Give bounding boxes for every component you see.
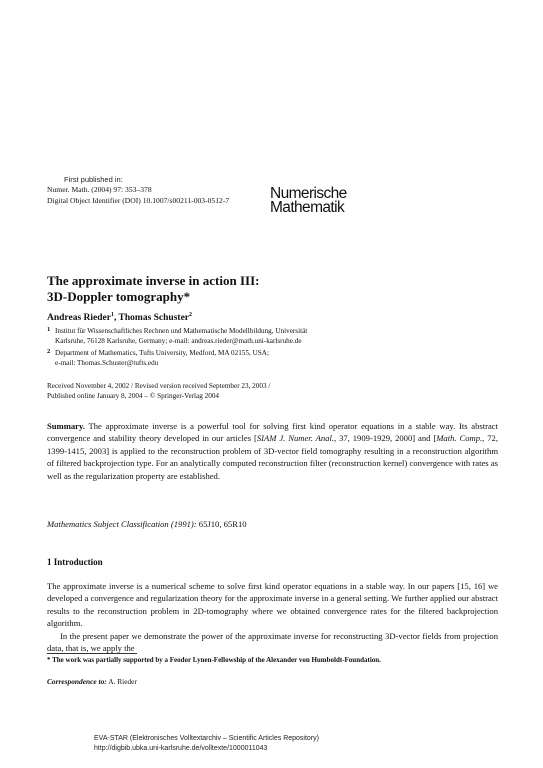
affiliation-2-line-1: Department of Mathematics, Tufts University, Medford, MA 02155, USA; — [55, 349, 269, 357]
paper-title — [47, 273, 507, 305]
footnote: * The work was partially supported by a Feodor Lynen-Fellowship of the Alexander von Humboldt-Foundation. — [47, 656, 381, 664]
received-line-2: Published online January 8, 2004 – © Springer-Verlag 2004 — [47, 392, 220, 400]
publication-info — [47, 184, 229, 206]
correspondence — [47, 677, 137, 686]
title-line-2: 3D-Doppler tomography* — [47, 289, 191, 304]
affiliation-1-number: 1 — [47, 326, 51, 333]
author-1: Andreas Rieder — [47, 313, 111, 324]
repository-notice — [94, 734, 319, 754]
correspondence-label: Correspondence to: — [47, 677, 107, 686]
author-separator: , — [113, 313, 119, 324]
author-2-affil: 2 — [189, 312, 193, 318]
journal-logo-line1: Numerische — [270, 185, 347, 202]
affiliation-1-line-2: Karlsruhe, 76128 Karlsruhe, Germany; e-mail: andreas.rieder@math.uni-karlsruhe.de — [55, 337, 302, 345]
summary-ref-2: Math. Comp. — [436, 433, 483, 444]
first-published-label: First published in: — [64, 175, 123, 184]
summary-text-2: , 37, 1909-1929, 2000] and [ — [334, 433, 437, 444]
intro-paragraph-1: The approximate inverse is a numerical scheme to solve first kind operator equations in a stable way. In our papers [15, 16] we developed a convergence and regularization theory for the approximate inverse in a general setting. We further applied our abstract results to the reconstruction problem in 2D-tomography where we obtained convergence rates for the filtered backprojection algorithm. — [47, 581, 498, 629]
received-dates — [47, 381, 507, 401]
journal-logo-line2: Mathematik — [270, 199, 345, 216]
received-line-1: Received November 4, 2002 / Revised version received September 23, 2003 / — [47, 382, 271, 390]
affiliation-1 — [47, 326, 507, 346]
msc-classification — [47, 519, 247, 529]
authors — [47, 312, 192, 323]
section-heading-introduction: 1 Introduction — [47, 557, 103, 567]
intro-paragraph-2: In the present paper we demonstrate the power of the approximate inverse for reconstructing 3D-vector fields from projection data, that is, we apply the — [47, 631, 498, 654]
affiliation-2-line-2: e-mail: Thomas.Schuster@tufts.edu — [55, 359, 159, 367]
repository-line-1: EVA-STAR (Elektronisches Volltextarchiv – Scientific Articles Repository) — [94, 735, 319, 742]
citation: Numer. Math. (2004) 97: 353–378 — [47, 185, 152, 194]
correspondence-name: A. Rieder — [106, 677, 137, 686]
doi: Digital Object Identifier (DOI) 10.1007/s00211-003-0512-7 — [47, 196, 230, 205]
affiliation-2 — [47, 348, 507, 368]
summary-label: Summary. — [47, 421, 85, 431]
summary-ref-1: SIAM J. Numer. Anal. — [256, 433, 335, 444]
msc-codes: 65J10, 65R10 — [196, 519, 247, 529]
affiliation-2-number: 2 — [47, 348, 51, 355]
summary — [47, 420, 498, 482]
author-2: Thomas Schuster — [118, 313, 190, 324]
msc-label: Mathematics Subject Classification (1991): — [47, 519, 197, 529]
title-line-1: The approximate inverse in action III: — [47, 273, 260, 288]
author-1-affil: 1 — [110, 312, 114, 318]
summary-text-3: , 72, 1399-1415, 2003] is applied to the reconstruction problem of 3D-vector field tomography resulting in a reconstruction algorithm of filtered backprojection type. For an analytically computed reconstruction filter (reconstruction kernel) convergence with rates as well as the regularization property are established. — [47, 433, 498, 481]
summary-text-1: The approximate inverse is a powerful tool for solving first kind operator equations in a stable way. Its abstract convergence and stability theory developed in our articles [ — [47, 421, 498, 444]
journal-logo — [270, 187, 347, 215]
repository-url: http://digbib.ubka.uni-karlsruhe.de/volltexte/1000011043 — [94, 745, 268, 752]
footnote-rule — [47, 653, 137, 654]
affiliation-1-line-1: Institut für Wissenschaftliches Rechnen und Mathematische Modellbildung, Universität — [55, 327, 308, 335]
